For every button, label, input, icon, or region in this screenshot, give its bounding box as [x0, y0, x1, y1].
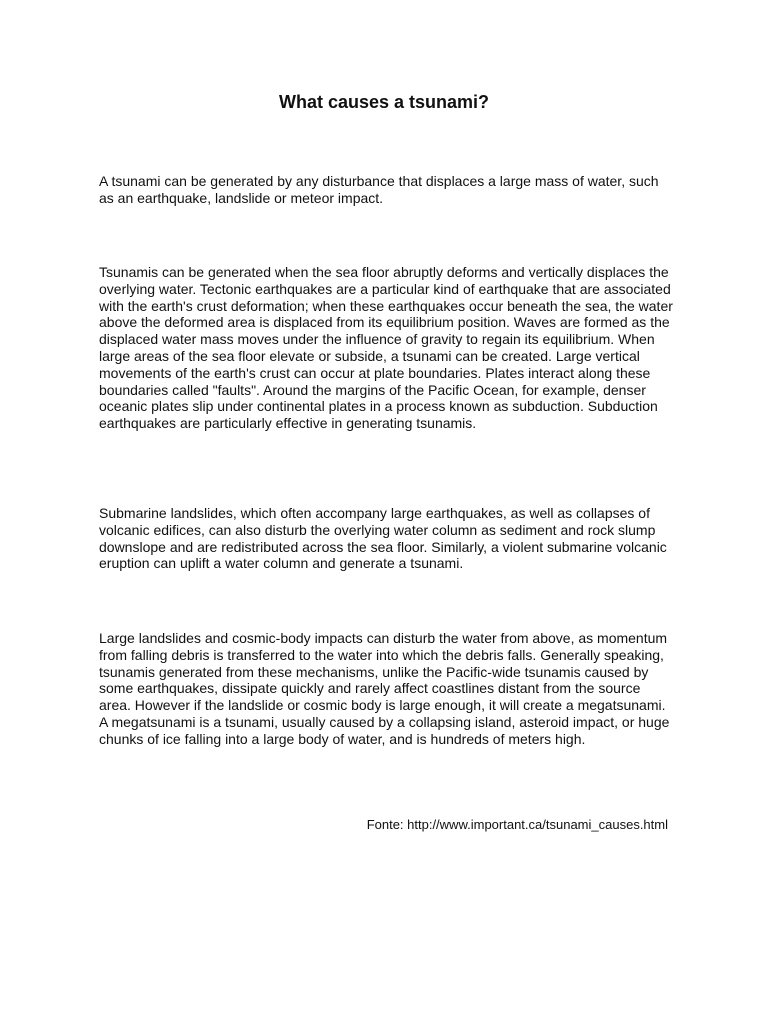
- paragraph-intro: A tsunami can be generated by any disturbance that displaces a large mass of water, such as an earthquake, landslide or meteor impact.: [99, 173, 659, 206]
- paragraph-tectonic: Tsunamis can be generated when the sea floor abruptly deforms and vertically displaces the overlying water. Tectonic earthquakes are a particular kind of earthquake that are associated with the earth's crust deformation; when these earthquakes occur beneath the sea, the water above the deformed area is displaced from its equilibrium position. Waves are formed as the displaced water mass moves under the influence of gravity to regain its equilibrium. When large areas of the sea floor elevate or subside, a tsunami can be created. Large vertical movements of the earth's crust can occur at plate boundaries. Plates interact along these boundaries called "faults". Around the margins of the Pacific Ocean, for example, denser oceanic plates slip under continental plates in a process known as subduction. Subduction earthquakes are particularly effective in generating tsunamis.: [99, 264, 673, 432]
- source-citation: Fonte: http://www.important.ca/tsunami_causes.html: [366, 817, 668, 832]
- page-title: What causes a tsunami?: [278, 92, 490, 112]
- paragraph-submarine-landslides: Submarine landslides, which often accompany large earthquakes, as well as collapses of volcanic edifices, can also disturb the overlying water column as sediment and rock slump downslope and are redistributed across the sea floor. Similarly, a violent submarine volcanic eruption can uplift a water column and generate a tsunami.: [99, 505, 667, 572]
- paragraph-cosmic-impacts: Large landslides and cosmic-body impacts can disturb the water from above, as momentum from falling debris is transferred to the water into which the debris falls. Generally speaking, tsunamis generated from these mechanisms, unlike the Pacific-wide tsunamis caused by some earthquakes, dissipate quickly and rarely affect coastlines distant from the source area. However if the landslide or cosmic body is large enough, it will create a megatsunami. A megatsunami is a tsunami, usually caused by a collapsing island, asteroid impact, or huge chunks of ice falling into a large body of water, and is hundreds of meters high.: [99, 630, 670, 747]
